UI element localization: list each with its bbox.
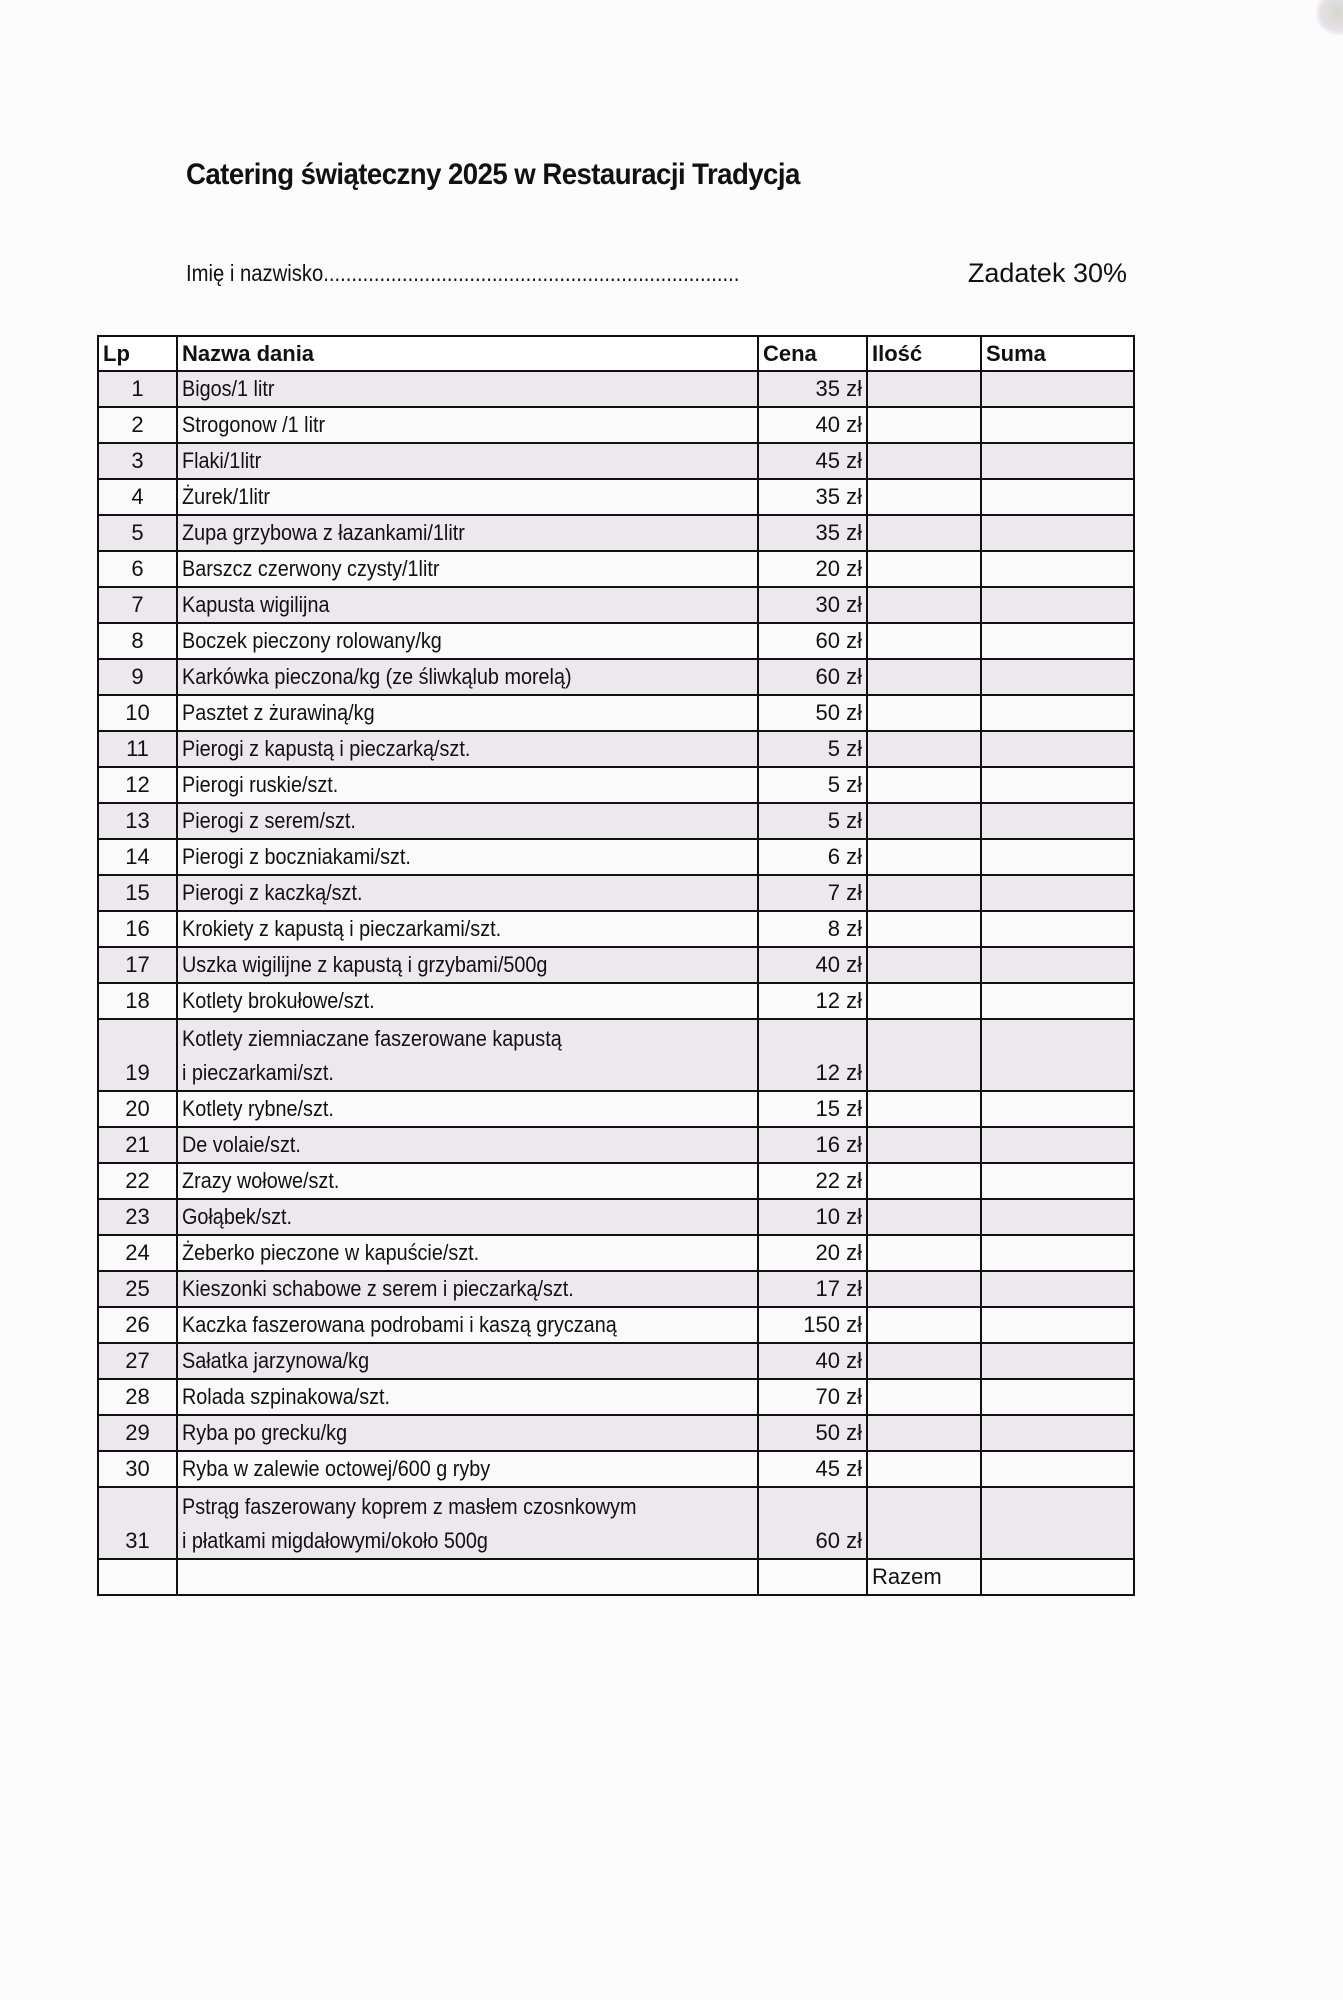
table-row bbox=[98, 803, 1134, 839]
row-number: 16 bbox=[98, 911, 177, 947]
dish-name: De volaie/szt. bbox=[182, 1132, 301, 1157]
table-row bbox=[98, 947, 1134, 983]
table-row bbox=[98, 839, 1134, 875]
dish-name-cell bbox=[177, 515, 758, 551]
table-row bbox=[98, 407, 1134, 443]
dish-name: Pstrąg faszerowany koprem z masłem czosnkowym bbox=[182, 1494, 637, 1519]
table-row bbox=[98, 1271, 1134, 1307]
dish-name-cell bbox=[177, 1271, 758, 1307]
deposit-label: Zadatek 30% bbox=[967, 258, 1127, 288]
quantity-cell[interactable] bbox=[867, 371, 981, 407]
table-row bbox=[98, 1379, 1134, 1415]
dish-name: Zrazy wołowe/szt. bbox=[182, 1168, 340, 1193]
quantity-cell[interactable] bbox=[867, 479, 981, 515]
sum-cell[interactable] bbox=[981, 1451, 1134, 1487]
table-row bbox=[98, 1415, 1134, 1451]
dish-price: 20 zł bbox=[758, 551, 867, 587]
dish-name: Boczek pieczony rolowany/kg bbox=[182, 628, 442, 653]
dish-name: Barszcz czerwony czysty/1litr bbox=[182, 556, 440, 581]
sum-cell[interactable] bbox=[981, 983, 1134, 1019]
table-row bbox=[98, 1451, 1134, 1487]
dish-price: 40 zł bbox=[758, 1343, 867, 1379]
quantity-cell[interactable] bbox=[867, 947, 981, 983]
sum-cell[interactable] bbox=[981, 443, 1134, 479]
dish-price: 35 zł bbox=[758, 479, 867, 515]
header-quantity: Ilość bbox=[867, 336, 981, 371]
dish-name: Pierogi z kaczką/szt. bbox=[182, 880, 363, 905]
dish-price: 15 zł bbox=[758, 1091, 867, 1127]
table-row bbox=[98, 371, 1134, 407]
dish-price: 60 zł bbox=[758, 623, 867, 659]
total-price-cell bbox=[758, 1559, 867, 1595]
dish-price: 12 zł bbox=[758, 983, 867, 1019]
dish-name-cell bbox=[177, 911, 758, 947]
sum-cell[interactable] bbox=[981, 1379, 1134, 1415]
row-number: 31 bbox=[98, 1487, 177, 1559]
dish-price: 20 zł bbox=[758, 1235, 867, 1271]
quantity-cell[interactable] bbox=[867, 659, 981, 695]
dish-name: Kotlety brokułowe/szt. bbox=[182, 988, 375, 1013]
dish-name: Ryba w zalewie octowej/600 g ryby bbox=[182, 1456, 491, 1481]
total-row bbox=[98, 1559, 1134, 1595]
sum-cell[interactable] bbox=[981, 767, 1134, 803]
quantity-cell[interactable] bbox=[867, 911, 981, 947]
sum-cell[interactable] bbox=[981, 515, 1134, 551]
sum-cell[interactable] bbox=[981, 1019, 1134, 1091]
sum-cell[interactable] bbox=[981, 911, 1134, 947]
quantity-cell[interactable] bbox=[867, 695, 981, 731]
sum-cell[interactable] bbox=[981, 1415, 1134, 1451]
table-row bbox=[98, 623, 1134, 659]
dish-price: 5 zł bbox=[758, 767, 867, 803]
sum-cell[interactable] bbox=[981, 1271, 1134, 1307]
table-row bbox=[98, 1487, 1134, 1559]
dish-name-cell bbox=[177, 371, 758, 407]
table-row bbox=[98, 767, 1134, 803]
dish-name: Żeberko pieczone w kapuście/szt. bbox=[182, 1240, 480, 1265]
table-row bbox=[98, 695, 1134, 731]
quantity-cell[interactable] bbox=[867, 1091, 981, 1127]
quantity-cell[interactable] bbox=[867, 1235, 981, 1271]
total-sum-cell[interactable] bbox=[981, 1559, 1134, 1595]
sum-cell[interactable] bbox=[981, 875, 1134, 911]
sum-cell[interactable] bbox=[981, 623, 1134, 659]
dish-name-cell bbox=[177, 1235, 758, 1271]
quantity-cell[interactable] bbox=[867, 1127, 981, 1163]
sum-cell[interactable] bbox=[981, 407, 1134, 443]
dish-price: 8 zł bbox=[758, 911, 867, 947]
dish-name-line2: i płatkami migdałowymi/około 500g bbox=[182, 1528, 488, 1553]
quantity-cell[interactable] bbox=[867, 1271, 981, 1307]
quantity-cell[interactable] bbox=[867, 839, 981, 875]
table-row bbox=[98, 587, 1134, 623]
menu-table bbox=[97, 335, 1135, 1596]
dish-price: 17 zł bbox=[758, 1271, 867, 1307]
dish-name: Bigos/1 litr bbox=[182, 376, 275, 401]
row-number: 28 bbox=[98, 1379, 177, 1415]
dish-name: Pierogi z boczniakami/szt. bbox=[182, 844, 411, 869]
dish-price: 45 zł bbox=[758, 443, 867, 479]
quantity-cell[interactable] bbox=[867, 875, 981, 911]
sum-cell[interactable] bbox=[981, 479, 1134, 515]
dish-price: 7 zł bbox=[758, 875, 867, 911]
dish-name: Karkówka pieczona/kg (ze śliwkąlub morelą) bbox=[182, 664, 572, 689]
dish-price: 16 zł bbox=[758, 1127, 867, 1163]
paper-smudge bbox=[1315, 0, 1343, 36]
row-number: 27 bbox=[98, 1343, 177, 1379]
row-number: 5 bbox=[98, 515, 177, 551]
quantity-cell[interactable] bbox=[867, 767, 981, 803]
row-number: 11 bbox=[98, 731, 177, 767]
dish-name: Uszka wigilijne z kapustą i grzybami/500g bbox=[182, 952, 548, 977]
dish-price: 12 zł bbox=[758, 1019, 867, 1091]
row-number: 23 bbox=[98, 1199, 177, 1235]
dish-price: 5 zł bbox=[758, 731, 867, 767]
dish-name-cell bbox=[177, 1199, 758, 1235]
dish-price: 70 zł bbox=[758, 1379, 867, 1415]
table-row bbox=[98, 659, 1134, 695]
quantity-cell[interactable] bbox=[867, 803, 981, 839]
dish-name: Sałatka jarzynowa/kg bbox=[182, 1348, 370, 1373]
row-number: 6 bbox=[98, 551, 177, 587]
row-number: 29 bbox=[98, 1415, 177, 1451]
dish-price: 50 zł bbox=[758, 695, 867, 731]
sum-cell[interactable] bbox=[981, 1235, 1134, 1271]
sum-cell[interactable] bbox=[981, 1163, 1134, 1199]
header-lp: Lp bbox=[98, 336, 177, 371]
table-row bbox=[98, 731, 1134, 767]
row-number: 1 bbox=[98, 371, 177, 407]
dish-name: Pierogi z kapustą i pieczarką/szt. bbox=[182, 736, 471, 761]
dish-name-cell bbox=[177, 1091, 758, 1127]
dish-name: Rolada szpinakowa/szt. bbox=[182, 1384, 391, 1409]
row-number: 10 bbox=[98, 695, 177, 731]
dish-name-cell bbox=[177, 1163, 758, 1199]
row-number: 22 bbox=[98, 1163, 177, 1199]
dish-name-cell bbox=[177, 803, 758, 839]
table-row bbox=[98, 551, 1134, 587]
row-number: 20 bbox=[98, 1091, 177, 1127]
header-name: Nazwa dania bbox=[177, 336, 758, 371]
document-title: Catering świąteczny 2025 w Restauracji Tradycja bbox=[186, 158, 800, 191]
quantity-cell[interactable] bbox=[867, 1379, 981, 1415]
dish-name: Krokiety z kapustą i pieczarkami/szt. bbox=[182, 916, 502, 941]
sum-cell[interactable] bbox=[981, 371, 1134, 407]
quantity-cell[interactable] bbox=[867, 731, 981, 767]
quantity-cell[interactable] bbox=[867, 443, 981, 479]
dish-name: Strogonow /1 litr bbox=[182, 412, 326, 437]
table-header-row bbox=[98, 336, 1134, 371]
quantity-cell[interactable] bbox=[867, 623, 981, 659]
total-label: Razem bbox=[867, 1559, 981, 1595]
dish-name-cell bbox=[177, 1379, 758, 1415]
dish-name-cell bbox=[177, 695, 758, 731]
dish-name-cell bbox=[177, 1451, 758, 1487]
table-row bbox=[98, 875, 1134, 911]
dish-name: Ryba po grecku/kg bbox=[182, 1420, 348, 1445]
row-number: 14 bbox=[98, 839, 177, 875]
sum-cell[interactable] bbox=[981, 1487, 1134, 1559]
dish-name: Pierogi ruskie/szt. bbox=[182, 772, 339, 797]
table-row bbox=[98, 1235, 1134, 1271]
row-number: 4 bbox=[98, 479, 177, 515]
header-sum: Suma bbox=[981, 336, 1134, 371]
row-number: 18 bbox=[98, 983, 177, 1019]
row-number: 13 bbox=[98, 803, 177, 839]
dish-price: 45 zł bbox=[758, 1451, 867, 1487]
row-number: 2 bbox=[98, 407, 177, 443]
dish-name-cell bbox=[177, 443, 758, 479]
dish-price: 40 zł bbox=[758, 407, 867, 443]
table-row bbox=[98, 479, 1134, 515]
sum-cell[interactable] bbox=[981, 659, 1134, 695]
table-row bbox=[98, 443, 1134, 479]
dish-price: 35 zł bbox=[758, 371, 867, 407]
dish-name-cell bbox=[177, 1307, 758, 1343]
table-row bbox=[98, 983, 1134, 1019]
sum-cell[interactable] bbox=[981, 947, 1134, 983]
dish-name: Zupa grzybowa z łazankami/1litr bbox=[182, 520, 465, 545]
table-row bbox=[98, 911, 1134, 947]
sum-cell[interactable] bbox=[981, 695, 1134, 731]
dish-name-cell bbox=[177, 479, 758, 515]
dish-name-cell bbox=[177, 1019, 758, 1091]
table-row bbox=[98, 1019, 1134, 1091]
dish-name: Flaki/1litr bbox=[182, 448, 262, 473]
quantity-cell[interactable] bbox=[867, 1019, 981, 1091]
row-number: 25 bbox=[98, 1271, 177, 1307]
dish-name: Pasztet z żurawiną/kg bbox=[182, 700, 375, 725]
row-number: 30 bbox=[98, 1451, 177, 1487]
dish-name-cell bbox=[177, 947, 758, 983]
row-number: 17 bbox=[98, 947, 177, 983]
dish-price: 30 zł bbox=[758, 587, 867, 623]
name-field[interactable]: Imię i nazwisko.......................................................................... bbox=[186, 260, 740, 286]
sum-cell[interactable] bbox=[981, 1127, 1134, 1163]
sum-cell[interactable] bbox=[981, 1091, 1134, 1127]
row-number: 15 bbox=[98, 875, 177, 911]
table-row bbox=[98, 1091, 1134, 1127]
dish-price: 60 zł bbox=[758, 1487, 867, 1559]
quantity-cell[interactable] bbox=[867, 515, 981, 551]
table-row bbox=[98, 1199, 1134, 1235]
sum-cell[interactable] bbox=[981, 839, 1134, 875]
table-row bbox=[98, 1127, 1134, 1163]
dish-name: Gołąbek/szt. bbox=[182, 1204, 293, 1229]
dish-name-cell bbox=[177, 1343, 758, 1379]
row-number: 21 bbox=[98, 1127, 177, 1163]
dish-name-cell bbox=[177, 839, 758, 875]
row-number: 19 bbox=[98, 1019, 177, 1091]
dish-name-cell bbox=[177, 875, 758, 911]
quantity-cell[interactable] bbox=[867, 1307, 981, 1343]
dish-name-cell bbox=[177, 407, 758, 443]
dish-price: 150 zł bbox=[758, 1307, 867, 1343]
quantity-cell[interactable] bbox=[867, 587, 981, 623]
dish-name-cell bbox=[177, 767, 758, 803]
table-row bbox=[98, 515, 1134, 551]
row-number: 9 bbox=[98, 659, 177, 695]
dish-price: 6 zł bbox=[758, 839, 867, 875]
dish-name: Pierogi z serem/szt. bbox=[182, 808, 356, 833]
dish-name: Kotlety rybne/szt. bbox=[182, 1096, 334, 1121]
dish-name-cell bbox=[177, 587, 758, 623]
dish-price: 50 zł bbox=[758, 1415, 867, 1451]
dish-name: Kotlety ziemniaczane faszerowane kapustą bbox=[182, 1026, 562, 1051]
dish-price: 5 zł bbox=[758, 803, 867, 839]
quantity-cell[interactable] bbox=[867, 1451, 981, 1487]
row-number: 8 bbox=[98, 623, 177, 659]
dish-price: 22 zł bbox=[758, 1163, 867, 1199]
total-name-cell bbox=[177, 1559, 758, 1595]
sum-cell[interactable] bbox=[981, 551, 1134, 587]
sum-cell[interactable] bbox=[981, 1307, 1134, 1343]
row-number: 26 bbox=[98, 1307, 177, 1343]
table-row bbox=[98, 1163, 1134, 1199]
dish-name: Kieszonki schabowe z serem i pieczarką/szt. bbox=[182, 1276, 574, 1301]
dish-name-cell bbox=[177, 551, 758, 587]
dish-name: Kaczka faszerowana podrobami i kaszą gryczaną bbox=[182, 1312, 617, 1337]
row-number: 7 bbox=[98, 587, 177, 623]
sum-cell[interactable] bbox=[981, 803, 1134, 839]
total-lp-cell bbox=[98, 1559, 177, 1595]
sum-cell[interactable] bbox=[981, 1343, 1134, 1379]
table-row bbox=[98, 1343, 1134, 1379]
quantity-cell[interactable] bbox=[867, 1415, 981, 1451]
row-number: 3 bbox=[98, 443, 177, 479]
row-number: 24 bbox=[98, 1235, 177, 1271]
dish-name-cell bbox=[177, 623, 758, 659]
dish-name-cell bbox=[177, 983, 758, 1019]
dish-name: Kapusta wigilijna bbox=[182, 592, 330, 617]
row-number: 12 bbox=[98, 767, 177, 803]
sum-cell[interactable] bbox=[981, 731, 1134, 767]
sum-cell[interactable] bbox=[981, 587, 1134, 623]
quantity-cell[interactable] bbox=[867, 1487, 981, 1559]
dish-name: Żurek/1litr bbox=[182, 484, 271, 509]
quantity-cell[interactable] bbox=[867, 1343, 981, 1379]
table-row bbox=[98, 1307, 1134, 1343]
dish-name-cell bbox=[177, 731, 758, 767]
dish-name-cell bbox=[177, 1415, 758, 1451]
dish-name-cell bbox=[177, 659, 758, 695]
dish-price: 40 zł bbox=[758, 947, 867, 983]
sum-cell[interactable] bbox=[981, 1199, 1134, 1235]
header-price: Cena bbox=[758, 336, 867, 371]
quantity-cell[interactable] bbox=[867, 1163, 981, 1199]
dish-price: 60 zł bbox=[758, 659, 867, 695]
quantity-cell[interactable] bbox=[867, 983, 981, 1019]
dish-name-line2: i pieczarkami/szt. bbox=[182, 1060, 334, 1085]
quantity-cell[interactable] bbox=[867, 407, 981, 443]
dish-name-cell bbox=[177, 1127, 758, 1163]
dish-price: 35 zł bbox=[758, 515, 867, 551]
dish-price: 10 zł bbox=[758, 1199, 867, 1235]
quantity-cell[interactable] bbox=[867, 551, 981, 587]
dish-name-cell bbox=[177, 1487, 758, 1559]
quantity-cell[interactable] bbox=[867, 1199, 981, 1235]
